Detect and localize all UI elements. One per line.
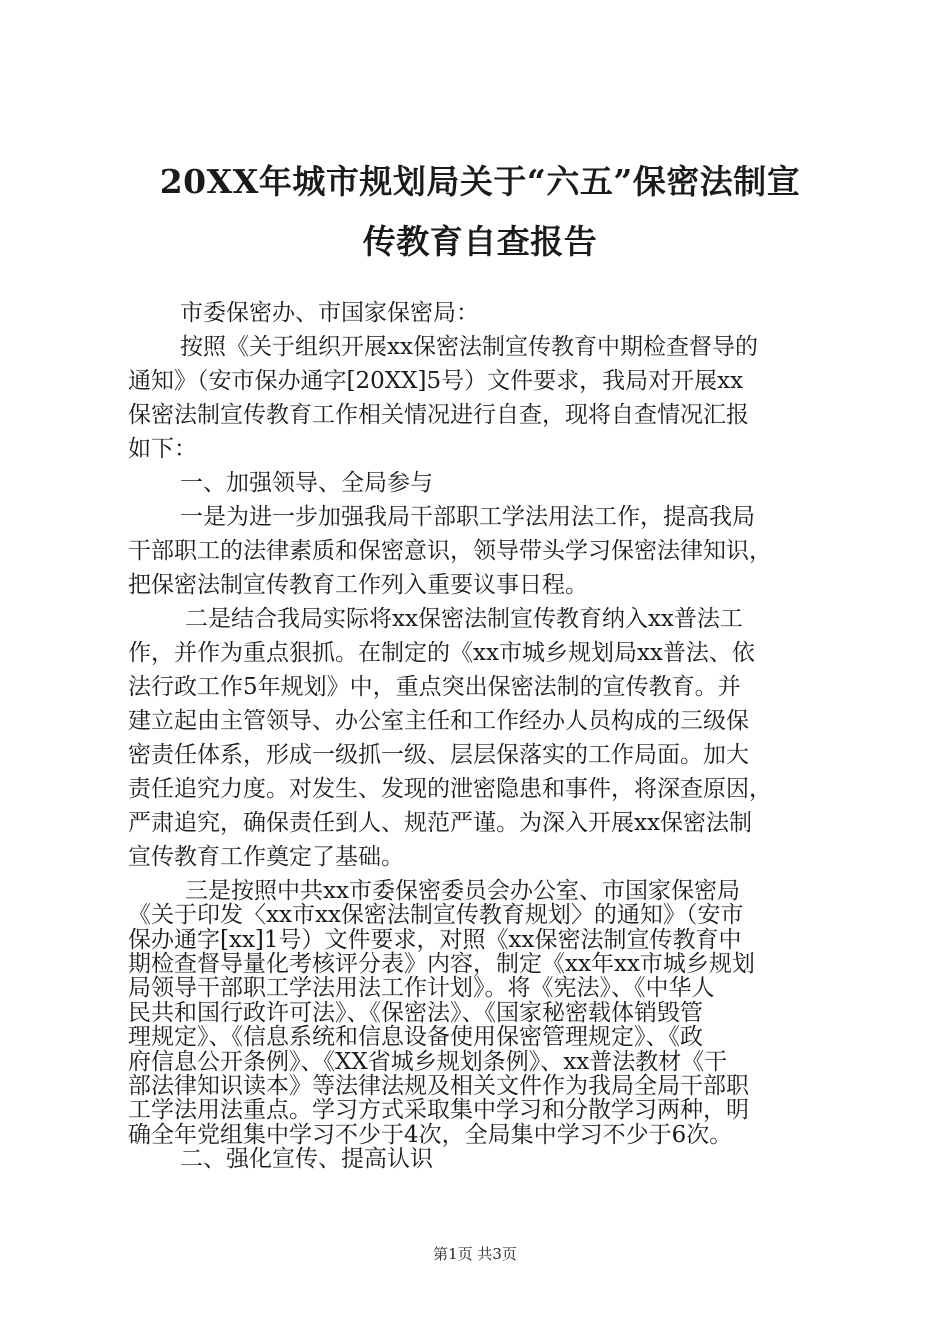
salutation: 市委保密办、市国家保密局：	[180, 300, 479, 326]
body-line: 局领导干部职工学法用法工作计划》。将《宪法》、《中华人	[128, 975, 715, 1002]
body-line: 确全年党组集中学习不少于4次，全局集中学习不少于6次。	[128, 1121, 733, 1148]
body-line: 保密法制宣传教育工作相关情况进行自查，现将自查情况汇报	[128, 402, 749, 428]
body-line: 严肃追究，确保责任到人、规范严谨。为深入开展xx保密法制	[128, 810, 752, 836]
title-line-2: 传教育自查报告	[362, 222, 598, 261]
body-line: 宣传教育工作奠定了基础。	[128, 844, 404, 870]
body-line: 期检查督导量化考核评分表》内容，制定《xx年xx市城乡规划	[128, 951, 755, 978]
body-line: 府信息公开条例》、《XX省城乡规划条例》、xx普法教材《干	[128, 1048, 728, 1075]
body-line: 密责任体系，形成一级抓一级、层层保落实的工作局面。加大	[128, 742, 749, 768]
page-footer: 第1页 共3页	[433, 1245, 517, 1263]
body-line: 保办通字[xx]1号）文件要求，对照《xx保密法制宣传教育中	[128, 926, 742, 953]
body-line: 法行政工作5年规划》中，重点突出保密法制的宣传教育。并	[128, 674, 741, 700]
body-line: 责任追究力度。对发生、发现的泄密隐患和事件，将深查原因，	[128, 776, 772, 802]
body-line: 按照《关于组织开展xx保密法制宣传教育中期检查督导的	[180, 334, 758, 360]
body-line: 二是结合我局实际将xx保密法制宣传教育纳入xx普法工	[185, 606, 743, 632]
body-line: 干部职工的法律素质和保密意识，领导带头学习保密法律知识，	[128, 538, 772, 564]
body-line: 民共和国行政许可法》、《保密法》、《国家秘密载体销毁管	[128, 999, 703, 1026]
section-heading: 二、强化宣传、提高认识	[180, 1146, 433, 1172]
body-line: 《关于印发〈xx市xx保密法制宣传教育规划〉的通知》（安市	[128, 902, 744, 929]
body-line: 作，并作为重点狠抓。在制定的《xx市城乡规划局xx普法、依	[128, 640, 755, 666]
body-line: 工学法用法重点。学习方式采取集中学习和分散学习两种，明	[128, 1097, 749, 1124]
body-line: 如下：	[128, 436, 197, 462]
body-line: 一是为进一步加强我局干部职工学法用法工作，提高我局	[180, 504, 755, 530]
body-line: 理规定》、《信息系统和信息设备使用保密管理规定》、《政	[128, 1024, 703, 1051]
body-line: 三是按照中共xx市委保密委员会办公室、市国家保密局	[185, 878, 740, 904]
title-line-1: 20XX年城市规划局关于“六五”保密法制宣	[159, 162, 801, 201]
section-heading: 一、加强领导、全局参与	[180, 470, 433, 496]
body-line: 建立起由主管领导、办公室主任和工作经办人员构成的三级保	[128, 708, 749, 734]
body-line: 部法律知识读本》等法律法规及相关文件作为我局全局干部职	[128, 1072, 749, 1099]
body-line: 把保密法制宣传教育工作列入重要议事日程。	[128, 572, 588, 598]
body-line: 通知》（安市保办通字[20XX]5号）文件要求，我局对开展xx	[128, 368, 744, 394]
